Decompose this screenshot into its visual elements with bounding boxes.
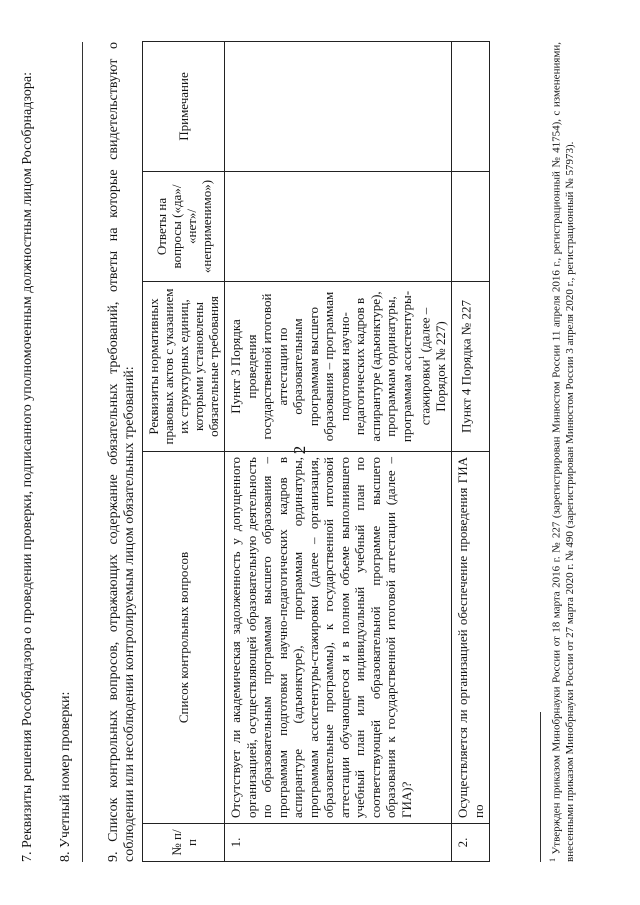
row-num: 2. <box>452 824 490 862</box>
table-row <box>225 42 452 862</box>
row-requisites <box>225 282 452 452</box>
checklist-intro-item: 9. Список контрольных вопросов, отражающих содержание обязательных требований, ответы на которые свидетельствуют о соблюдении или несоблюдении контролируемым лицом обязательных требований: <box>106 42 137 862</box>
row-question: Осуществляется ли организацией обеспечение проведения ГИА по <box>452 452 490 824</box>
row-question: Отсутствует ли академическая задолженность у допущенного организацией, осуществляющей образовательную деятельность по образовательным программам высшего образования – программам подготовки научно-педагогических кадров в аспирантуре (адъюнктуре), программам ординатуры, программам ассистентуры-стажировки (далее – организация, образовательные программы), к государственной итоговой аттестации обучающегося и в полном объеме выполнившего учебный план или индивидуальный учебный план по соответствующей образовательной программе высшего образования к государственной итоговой аттестации (далее – ГИА)? <box>225 452 452 824</box>
inspection-number-line <box>82 42 83 862</box>
row-requisites <box>452 282 490 452</box>
rotated-page-content <box>20 42 620 862</box>
table-row <box>452 42 490 862</box>
row-answer[interactable] <box>225 172 452 282</box>
inspection-number-item: 8. Учетный номер проверки: <box>58 691 73 862</box>
row-answer[interactable] <box>452 172 490 282</box>
footnote <box>546 42 577 862</box>
row-note[interactable] <box>225 42 452 172</box>
requisite-text: Пункт 3 Порядка проведения государственной итоговой аттестации по образовательным программам высшего образования – программам подготовки научно-педагогических кадров в аспирантуре (адъюнктуре), программам ординатуры, программам ассистентуры-стажировки <box>228 290 433 443</box>
row-note[interactable] <box>452 42 490 172</box>
row-num: 1. <box>225 824 452 862</box>
requisite-tail: (далее – Порядок № 227) <box>417 307 448 412</box>
footnote-separator <box>540 712 541 862</box>
footnote-mark: 1 <box>548 858 557 862</box>
header-note: Примечание <box>143 42 225 172</box>
checklist-table <box>142 41 490 862</box>
header-num: № п/п <box>143 824 225 862</box>
header-questions: Список контрольных вопросов <box>143 452 225 824</box>
page-number: 2 <box>290 445 309 455</box>
footnote-text: Утвержден приказом Минобрнауки России от 18 марта 2016 г. № 227 (зарегистрирован Минюстом России 11 апреля 2016 г., регистрационный № 41754), с изменениями, внесенными приказом Минобрнауки России от 27 марта 2020 г. № 490 (зарегистрирован Минюстом России 3 апреля 2020 г., регистрационный № 57973). <box>550 42 576 862</box>
footnote-ref: 1 <box>417 355 426 360</box>
decision-requisites-item: 7. Реквизиты решения Рособрнадзора о проведении проверки, подписанного уполномоченным должностным лицом Рособрнадзора: <box>20 71 35 862</box>
header-requisites: Реквизиты нормативных правовых актов с указанием их структурных единиц, которыми установлены обязательные требования <box>143 282 225 452</box>
requisite-text: Пункт 4 Порядка № 227 <box>458 300 474 433</box>
header-answers: Ответы на вопросы («да»/ «нет»/ «неприменимо») <box>143 172 225 282</box>
table-header-row <box>143 42 225 862</box>
